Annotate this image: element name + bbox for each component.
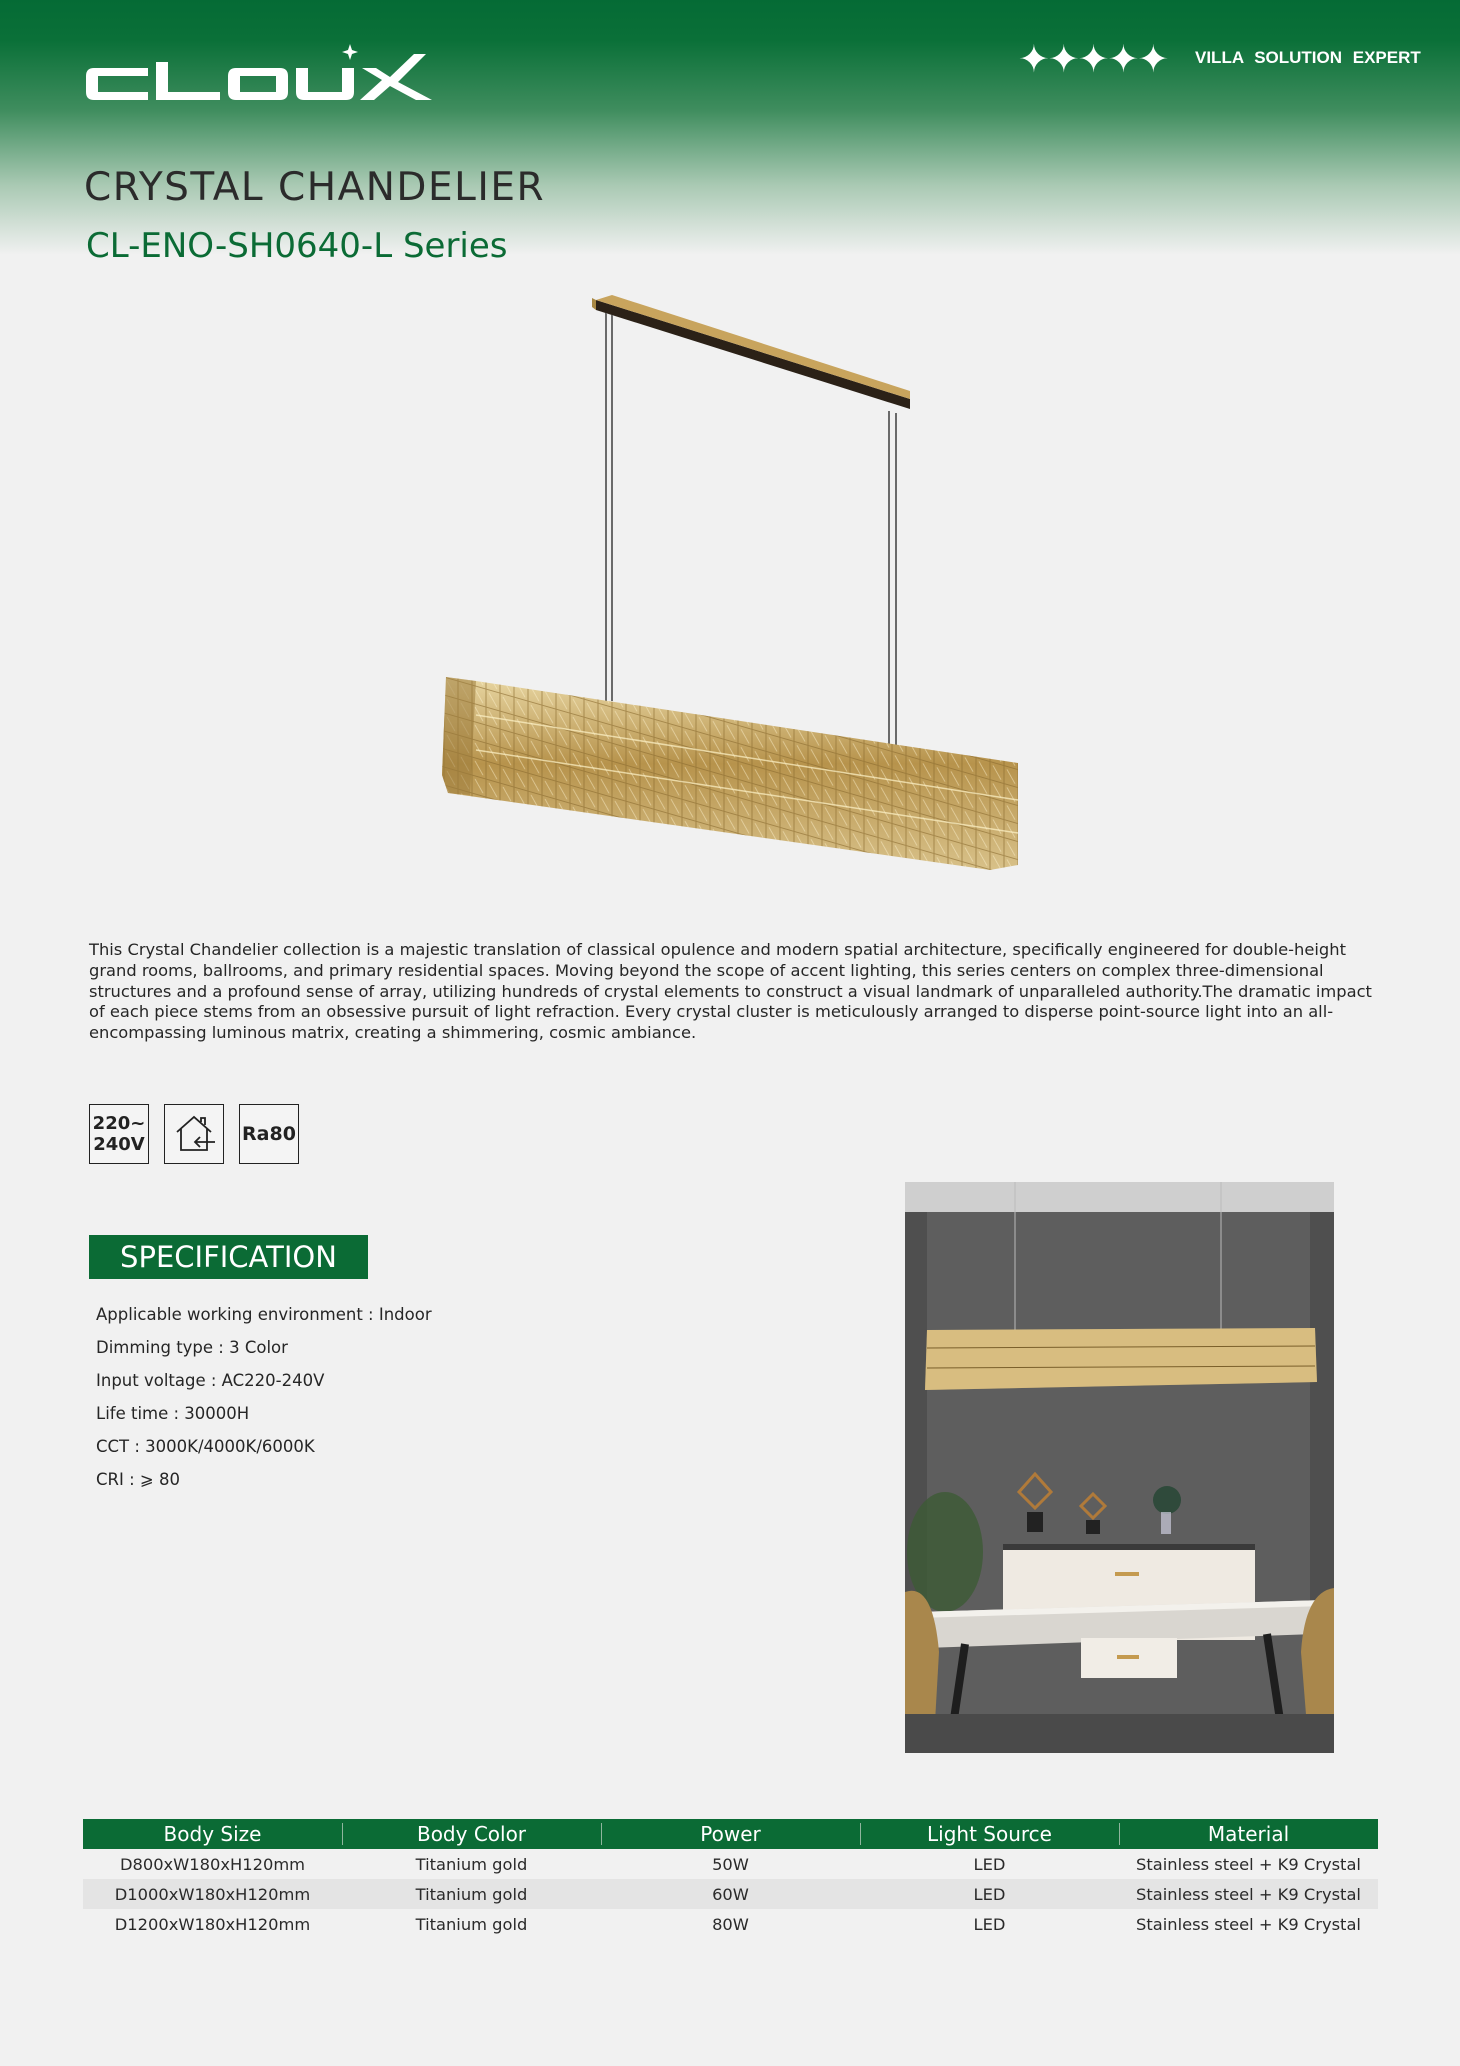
cell-light-source: LED (973, 1854, 1006, 1874)
cell-body-color: Titanium gold (415, 1914, 528, 1934)
spec-item: CRI : ⩾ 80 (96, 1470, 180, 1489)
chandelier-product-image (430, 295, 1030, 885)
series-title: CL-ENO-SH0640-L Series (86, 226, 508, 266)
cell-body-color: Titanium gold (415, 1854, 528, 1874)
table-row (83, 1849, 1378, 1879)
cell-power: 50W (712, 1854, 749, 1874)
spec-item: Life time : 30000H (96, 1404, 250, 1423)
spec-item: Dimming type : 3 Color (96, 1338, 288, 1357)
table-row (83, 1909, 1378, 1939)
header-band (0, 0, 1460, 260)
cell-body-size: D800xW180xH120mm (119, 1854, 306, 1874)
voltage-badge (89, 1104, 149, 1164)
cell-material: Stainless steel + K9 Crystal (1119, 1879, 1378, 1909)
col-header-body-color: Body Color (342, 1819, 601, 1849)
cell-material: Stainless steel + K9 Crystal (1136, 1854, 1361, 1874)
voltage-line-1: 220~ (92, 1113, 146, 1134)
spec-item: Applicable working environment : Indoor (96, 1305, 432, 1324)
spec-item: Input voltage : AC220-240V (96, 1371, 325, 1390)
specification-heading: SPECIFICATION (89, 1235, 368, 1279)
cloux-logo (84, 40, 436, 102)
cell-power: 60W (601, 1879, 860, 1909)
table-header-row (83, 1819, 1378, 1849)
tagline: VILLA SOLUTION EXPERT (1195, 48, 1421, 67)
specification-list (96, 1300, 432, 1498)
cell-body-color: Titanium gold (342, 1879, 601, 1909)
cell-body-size: D1200xW180xH120mm (114, 1914, 311, 1934)
spec-item: CCT : 3000K/4000K/6000K (96, 1437, 315, 1456)
col-header-body-size: Body Size (83, 1819, 342, 1849)
ra80-badge: Ra80 (239, 1104, 299, 1164)
indoor-house-icon (164, 1104, 224, 1164)
voltage-line-2: 240V (93, 1134, 145, 1155)
cell-material: Stainless steel + K9 Crystal (1136, 1914, 1361, 1934)
rating-stars: ✦✦✦✦✦ (1018, 37, 1168, 81)
col-header-light-source: Light Source (860, 1819, 1119, 1849)
product-description: This Crystal Chandelier collection is a majestic translation of classical opulence and modern spatial architecture, specifically engineered for double-height grand rooms, ballrooms, and primary residential spaces. Moving beyond the scope of accent lighting, this series centers on complex three-dimensional structures and a profound sense of array, utilizing hundreds of crystal elements to construct a visual landmark of unparalleled authority.The dramatic impact of each piece stems from an obsessive pursuit of light refraction. Every crystal cluster is meticulously arranged to disperse point-source light into an all-encompassing luminous matrix, creating a shimmering, cosmic ambiance. (89, 940, 1372, 1043)
product-title: CRYSTAL CHANDELIER (84, 165, 546, 210)
model-spec-table (83, 1819, 1378, 1939)
col-header-material: Material (1119, 1819, 1378, 1849)
cell-light-source: LED (860, 1879, 1119, 1909)
cell-body-size: D1000xW180xH120mm (83, 1879, 342, 1909)
cell-power: 80W (712, 1914, 749, 1934)
cell-light-source: LED (973, 1914, 1006, 1934)
table-row (83, 1879, 1378, 1909)
dining-room-scene-image (905, 1182, 1334, 1753)
col-header-power: Power (601, 1819, 860, 1849)
